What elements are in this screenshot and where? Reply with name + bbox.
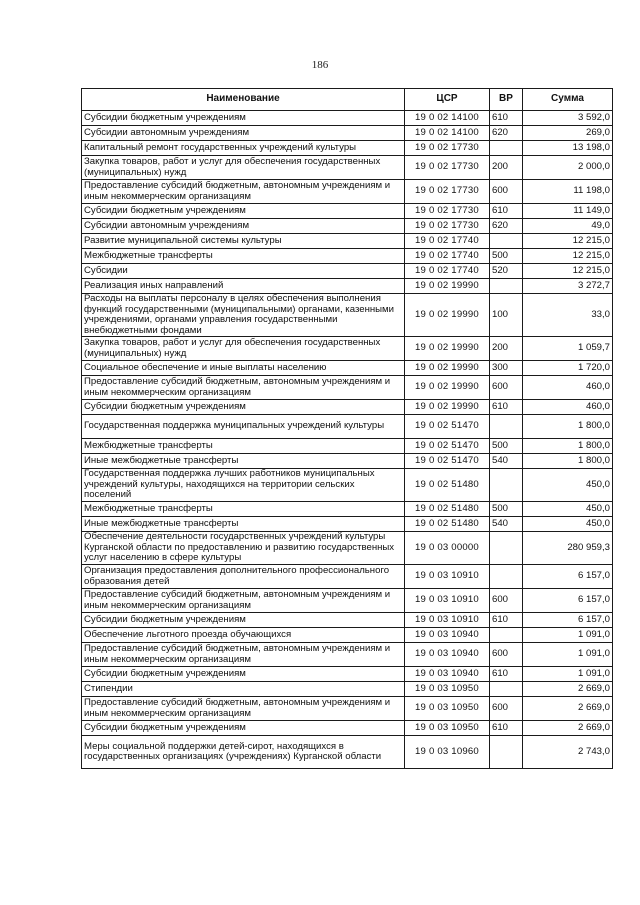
row-csr-cell: 19 0 02 19990 xyxy=(405,279,490,294)
row-sum-cell: 33,0 xyxy=(523,294,613,337)
table-row xyxy=(82,249,613,264)
row-vr-cell: 600 xyxy=(490,643,523,667)
row-name-cell: Межбюджетные трансферты xyxy=(82,249,405,264)
row-sum-cell: 11 149,0 xyxy=(523,204,613,219)
row-csr-cell: 19 0 02 51470 xyxy=(405,439,490,454)
row-sum-cell: 6 157,0 xyxy=(523,589,613,613)
row-vr-cell xyxy=(490,628,523,643)
row-sum-cell: 2 000,0 xyxy=(523,156,613,180)
table-row xyxy=(82,180,613,204)
row-vr-cell xyxy=(490,141,523,156)
row-sum-cell: 13 198,0 xyxy=(523,141,613,156)
row-sum-cell: 49,0 xyxy=(523,219,613,234)
row-vr-cell: 600 xyxy=(490,697,523,721)
row-name-cell: Субсидии автономным учреждениям xyxy=(82,219,405,234)
row-sum-cell: 1 091,0 xyxy=(523,667,613,682)
row-csr-cell: 19 0 02 19990 xyxy=(405,294,490,337)
row-vr-cell xyxy=(490,736,523,769)
row-name-cell: Реализация иных направлений xyxy=(82,279,405,294)
row-csr-cell: 19 0 02 19990 xyxy=(405,337,490,361)
row-csr-cell: 19 0 02 17730 xyxy=(405,180,490,204)
row-name-cell: Обеспечение деятельности государственных учреждений культуры Курганской области по предоставлению и развитию государственных услуг населению в сфере культуры xyxy=(82,532,405,565)
table-row xyxy=(82,628,613,643)
row-sum-cell: 2 743,0 xyxy=(523,736,613,769)
row-csr-cell: 19 0 02 51470 xyxy=(405,415,490,439)
row-vr-cell: 500 xyxy=(490,439,523,454)
row-name-cell: Субсидии бюджетным учреждениям xyxy=(82,613,405,628)
row-sum-cell: 450,0 xyxy=(523,502,613,517)
row-vr-cell: 600 xyxy=(490,589,523,613)
row-vr-cell xyxy=(490,234,523,249)
row-vr-cell: 200 xyxy=(490,156,523,180)
row-sum-cell: 12 215,0 xyxy=(523,249,613,264)
row-name-cell: Стипендии xyxy=(82,682,405,697)
table-row xyxy=(82,264,613,279)
row-sum-cell: 2 669,0 xyxy=(523,721,613,736)
row-vr-cell: 500 xyxy=(490,502,523,517)
row-csr-cell: 19 0 02 17730 xyxy=(405,141,490,156)
table-row xyxy=(82,361,613,376)
row-sum-cell: 460,0 xyxy=(523,376,613,400)
table-row xyxy=(82,532,613,565)
table-row xyxy=(82,682,613,697)
row-sum-cell: 1 800,0 xyxy=(523,439,613,454)
row-csr-cell: 19 0 02 51480 xyxy=(405,502,490,517)
row-name-cell: Субсидии бюджетным учреждениям xyxy=(82,204,405,219)
row-csr-cell: 19 0 02 17740 xyxy=(405,234,490,249)
header-csr: ЦСР xyxy=(405,89,490,111)
row-name-cell: Закупка товаров, работ и услуг для обеспечения государственных (муниципальных) нужд xyxy=(82,156,405,180)
table-row xyxy=(82,697,613,721)
row-csr-cell: 19 0 02 17730 xyxy=(405,204,490,219)
table-row xyxy=(82,736,613,769)
row-csr-cell: 19 0 02 14100 xyxy=(405,126,490,141)
row-name-cell: Предоставление субсидий бюджетным, автономным учреждениям и иным некоммерческим организациям xyxy=(82,589,405,613)
row-csr-cell: 19 0 02 19990 xyxy=(405,361,490,376)
table-row xyxy=(82,643,613,667)
row-name-cell: Предоставление субсидий бюджетным, автономным учреждениям и иным некоммерческим организациям xyxy=(82,697,405,721)
header-vr: ВР xyxy=(490,89,523,111)
row-csr-cell: 19 0 03 10910 xyxy=(405,589,490,613)
table-row xyxy=(82,126,613,141)
row-name-cell: Социальное обеспечение и иные выплаты населению xyxy=(82,361,405,376)
table-row xyxy=(82,279,613,294)
row-name-cell: Развитие муниципальной системы культуры xyxy=(82,234,405,249)
table-row xyxy=(82,613,613,628)
row-sum-cell: 2 669,0 xyxy=(523,682,613,697)
row-csr-cell: 19 0 03 00000 xyxy=(405,532,490,565)
row-csr-cell: 19 0 02 14100 xyxy=(405,111,490,126)
row-sum-cell: 460,0 xyxy=(523,400,613,415)
row-sum-cell: 6 157,0 xyxy=(523,565,613,589)
row-vr-cell: 520 xyxy=(490,264,523,279)
row-sum-cell: 269,0 xyxy=(523,126,613,141)
row-vr-cell: 300 xyxy=(490,361,523,376)
row-sum-cell: 450,0 xyxy=(523,517,613,532)
row-sum-cell: 3 592,0 xyxy=(523,111,613,126)
budget-table xyxy=(81,88,613,769)
table-row xyxy=(82,721,613,736)
row-name-cell: Иные межбюджетные трансферты xyxy=(82,454,405,469)
row-csr-cell: 19 0 03 10910 xyxy=(405,613,490,628)
table-body xyxy=(82,111,613,769)
row-vr-cell: 500 xyxy=(490,249,523,264)
header-sum: Сумма xyxy=(523,89,613,111)
row-vr-cell: 620 xyxy=(490,219,523,234)
row-vr-cell: 600 xyxy=(490,180,523,204)
row-name-cell: Предоставление субсидий бюджетным, автономным учреждениям и иным некоммерческим организациям xyxy=(82,376,405,400)
row-name-cell: Субсидии бюджетным учреждениям xyxy=(82,111,405,126)
row-vr-cell: 610 xyxy=(490,613,523,628)
row-csr-cell: 19 0 03 10950 xyxy=(405,697,490,721)
table-row xyxy=(82,156,613,180)
row-csr-cell: 19 0 03 10910 xyxy=(405,565,490,589)
row-name-cell: Межбюджетные трансферты xyxy=(82,439,405,454)
table-row xyxy=(82,204,613,219)
row-vr-cell: 540 xyxy=(490,454,523,469)
table-row xyxy=(82,589,613,613)
row-sum-cell: 2 669,0 xyxy=(523,697,613,721)
row-vr-cell xyxy=(490,565,523,589)
row-name-cell: Капитальный ремонт государственных учреждений культуры xyxy=(82,141,405,156)
row-csr-cell: 19 0 02 17740 xyxy=(405,249,490,264)
row-vr-cell: 620 xyxy=(490,126,523,141)
row-csr-cell: 19 0 02 51470 xyxy=(405,454,490,469)
table-row xyxy=(82,234,613,249)
table-row xyxy=(82,469,613,502)
row-name-cell: Субсидии xyxy=(82,264,405,279)
row-vr-cell xyxy=(490,415,523,439)
row-name-cell: Обеспечение льготного проезда обучающихся xyxy=(82,628,405,643)
row-vr-cell: 200 xyxy=(490,337,523,361)
table-row xyxy=(82,415,613,439)
row-csr-cell: 19 0 03 10940 xyxy=(405,643,490,667)
row-sum-cell: 11 198,0 xyxy=(523,180,613,204)
row-csr-cell: 19 0 02 17730 xyxy=(405,219,490,234)
header-name: Наименование xyxy=(82,89,405,111)
row-csr-cell: 19 0 02 51480 xyxy=(405,469,490,502)
page-number: 186 xyxy=(311,59,329,71)
row-csr-cell: 19 0 02 51480 xyxy=(405,517,490,532)
table-row xyxy=(82,376,613,400)
row-vr-cell xyxy=(490,682,523,697)
table-row xyxy=(82,111,613,126)
row-vr-cell: 610 xyxy=(490,400,523,415)
row-name-cell: Государственная поддержка лучших работников муниципальных учреждений культуры, находящихся на территории сельских поселений xyxy=(82,469,405,502)
row-csr-cell: 19 0 03 10940 xyxy=(405,667,490,682)
row-sum-cell: 6 157,0 xyxy=(523,613,613,628)
row-name-cell: Иные межбюджетные трансферты xyxy=(82,517,405,532)
row-csr-cell: 19 0 03 10950 xyxy=(405,721,490,736)
table-row xyxy=(82,502,613,517)
row-csr-cell: 19 0 03 10940 xyxy=(405,628,490,643)
row-name-cell: Меры социальной поддержки детей-сирот, находящихся в государственных организациях (учреждениях) Курганской области xyxy=(82,736,405,769)
table-row xyxy=(82,517,613,532)
row-vr-cell xyxy=(490,469,523,502)
row-name-cell: Субсидии бюджетным учреждениям xyxy=(82,721,405,736)
row-sum-cell: 280 959,3 xyxy=(523,532,613,565)
row-vr-cell: 610 xyxy=(490,721,523,736)
row-sum-cell: 1 091,0 xyxy=(523,628,613,643)
table-row xyxy=(82,337,613,361)
row-vr-cell xyxy=(490,279,523,294)
table-row xyxy=(82,454,613,469)
table-row xyxy=(82,439,613,454)
row-csr-cell: 19 0 02 17730 xyxy=(405,156,490,180)
table-row xyxy=(82,294,613,337)
row-sum-cell: 3 272,7 xyxy=(523,279,613,294)
row-vr-cell: 610 xyxy=(490,204,523,219)
table-row xyxy=(82,219,613,234)
row-name-cell: Межбюджетные трансферты xyxy=(82,502,405,517)
table-row xyxy=(82,400,613,415)
row-sum-cell: 1 059,7 xyxy=(523,337,613,361)
table-row xyxy=(82,141,613,156)
table-row xyxy=(82,667,613,682)
row-name-cell: Расходы на выплаты персоналу в целях обеспечения выполнения функций государственными (муниципальными) органами, казенными учреждениями, органами управления государственными внебюджетными фондами xyxy=(82,294,405,337)
row-name-cell: Субсидии бюджетным учреждениям xyxy=(82,667,405,682)
row-sum-cell: 1 800,0 xyxy=(523,415,613,439)
row-name-cell: Субсидии автономным учреждениям xyxy=(82,126,405,141)
row-vr-cell: 610 xyxy=(490,111,523,126)
row-name-cell: Субсидии бюджетным учреждениям xyxy=(82,400,405,415)
row-vr-cell: 610 xyxy=(490,667,523,682)
row-name-cell: Государственная поддержка муниципальных учреждений культуры xyxy=(82,415,405,439)
row-sum-cell: 1 800,0 xyxy=(523,454,613,469)
row-sum-cell: 1 720,0 xyxy=(523,361,613,376)
row-name-cell: Организация предоставления дополнительного профессионального образования детей xyxy=(82,565,405,589)
row-vr-cell: 600 xyxy=(490,376,523,400)
row-name-cell: Закупка товаров, работ и услуг для обеспечения государственных (муниципальных) нужд xyxy=(82,337,405,361)
row-sum-cell: 12 215,0 xyxy=(523,264,613,279)
row-csr-cell: 19 0 03 10960 xyxy=(405,736,490,769)
row-csr-cell: 19 0 02 17740 xyxy=(405,264,490,279)
row-vr-cell: 540 xyxy=(490,517,523,532)
row-sum-cell: 450,0 xyxy=(523,469,613,502)
row-sum-cell: 12 215,0 xyxy=(523,234,613,249)
table-row xyxy=(82,565,613,589)
row-name-cell: Предоставление субсидий бюджетным, автономным учреждениям и иным некоммерческим организациям xyxy=(82,643,405,667)
row-csr-cell: 19 0 03 10950 xyxy=(405,682,490,697)
table-header-row xyxy=(82,89,613,111)
row-sum-cell: 1 091,0 xyxy=(523,643,613,667)
row-name-cell: Предоставление субсидий бюджетным, автономным учреждениям и иным некоммерческим организациям xyxy=(82,180,405,204)
row-csr-cell: 19 0 02 19990 xyxy=(405,400,490,415)
row-vr-cell xyxy=(490,532,523,565)
row-vr-cell: 100 xyxy=(490,294,523,337)
row-csr-cell: 19 0 02 19990 xyxy=(405,376,490,400)
